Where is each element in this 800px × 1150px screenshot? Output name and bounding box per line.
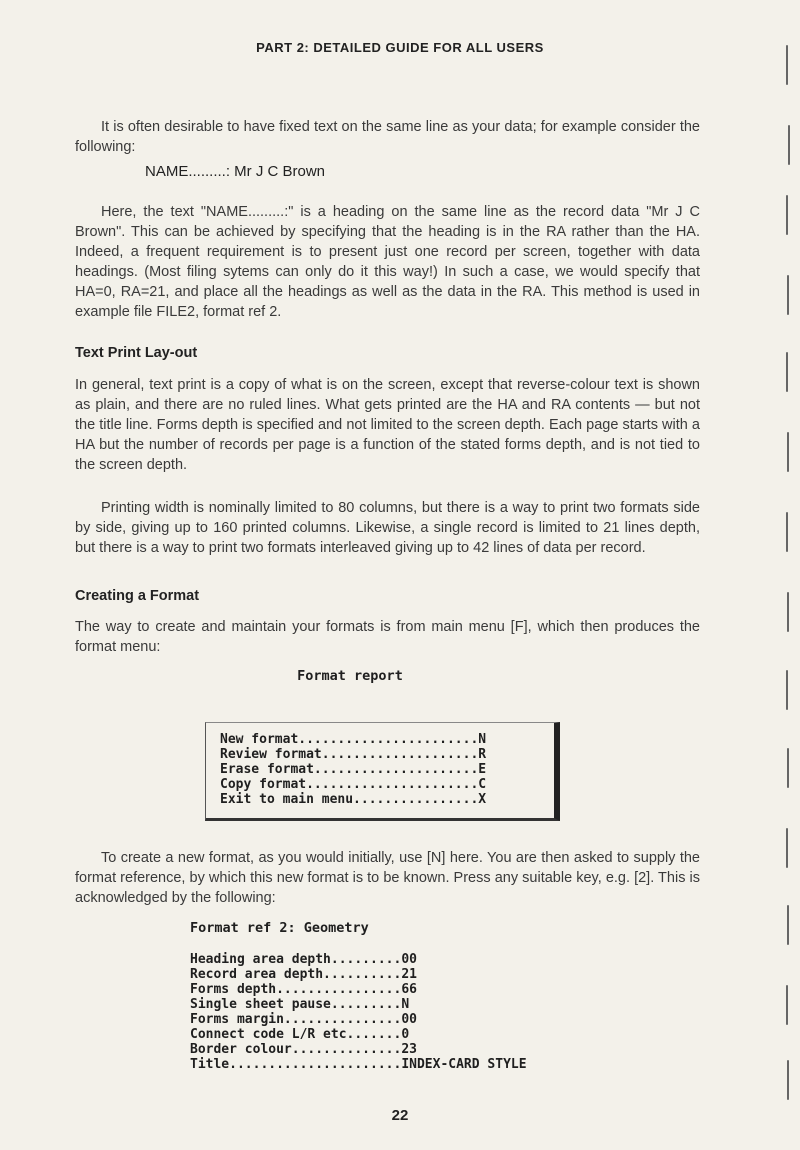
running-header: PART 2: DETAILED GUIDE FOR ALL USERS (256, 40, 544, 55)
setting-record-area-depth: Record area depth..........21 (190, 967, 417, 982)
margin-mark (787, 1060, 789, 1100)
section-heading-print: Text Print Lay-out (75, 345, 198, 361)
print-text-1: In general, text print is a copy of what is on the screen, except that reverse-colour text is shown as plain, and there are no ruled lines. What gets printed are the HA and RA contents — but not the title line. Forms depth is specified and not limited to the screen depth. Each page starts with a HA but the number of records per page is a function of the stated forms depth, and is not tied to the screen depth. (75, 377, 700, 473)
create-text-2: To create a new format, as you would initially, use [N] here. You are then asked to supply the format reference, by which this new format is to be known. Press any suitable key, e.g. [2]. This is acknowledged by the following: (75, 850, 700, 906)
setting-single-sheet-pause: Single sheet pause.........N (190, 997, 410, 1012)
margin-mark (787, 275, 789, 315)
format-menu-box (205, 722, 560, 821)
margin-mark (786, 828, 788, 868)
print-paragraph-2 (75, 498, 700, 558)
page-number: 22 (391, 1107, 409, 1124)
print-text-2: Printing width is nominally limited to 80 columns, but there is a way to print two formats side by side, giving up to 160 printed columns. Likewise, a single record is limited to 21 lines depth, but there is a way to print two formats interleaved giving up to 42 lines of data per record. (75, 500, 700, 556)
menu-item-erase-format[interactable]: Erase format.....................E (220, 762, 487, 777)
setting-forms-margin: Forms margin...............00 (190, 1012, 417, 1027)
create-paragraph-1 (75, 617, 700, 657)
menu-item-copy-format[interactable]: Copy format......................C (220, 777, 487, 792)
margin-mark (787, 432, 789, 472)
menu-item-exit-main-menu[interactable]: Exit to main menu................X (220, 792, 487, 807)
margin-mark (786, 352, 788, 392)
margin-mark (786, 985, 788, 1025)
menu-item-review-format[interactable]: Review format....................R (220, 747, 487, 762)
intro-text: It is often desirable to have fixed text on the same line as your data; for example consider the following: (75, 119, 700, 155)
margin-mark (787, 905, 789, 945)
section-heading-create: Creating a Format (75, 588, 200, 604)
margin-mark (787, 748, 789, 788)
setting-border-colour: Border colour..............23 (190, 1042, 417, 1057)
name-example: NAME.........: Mr J C Brown (145, 163, 326, 180)
setting-forms-depth: Forms depth................66 (190, 982, 417, 997)
print-paragraph-1 (75, 375, 700, 475)
format-ref-title: Format ref 2: Geometry (190, 920, 369, 936)
margin-mark (786, 195, 788, 235)
menu-item-new-format[interactable]: New format.......................N (220, 732, 487, 747)
margin-mark (786, 512, 788, 552)
setting-title: Title......................INDEX-CARD STYLE (190, 1057, 527, 1072)
create-text-1: The way to create and maintain your formats is from main menu [F], which then produces the format menu: (75, 619, 700, 655)
margin-mark (787, 592, 789, 632)
format-report-title: Format report (297, 668, 403, 684)
margin-mark (786, 45, 788, 85)
setting-heading-area-depth: Heading area depth.........00 (190, 952, 417, 967)
margin-mark (786, 670, 788, 710)
ra-ha-text: Here, the text "NAME.........:" is a heading on the same line as the record data "Mr J C Brown". This can be achieved by specifying that the heading is in the RA rather than the HA. Indeed, a frequent requirement is to present just one record per screen, together with data headings. (Most filing sytems can only do it this way!) In such a case, we would specify that HA=0, RA=21, and place all the headings as well as the data in the RA. This method is used in example file FILE2, format ref 2. (75, 204, 700, 320)
intro-paragraph (75, 117, 700, 157)
create-paragraph-2 (75, 848, 700, 908)
ra-ha-paragraph (75, 202, 700, 322)
setting-connect-code: Connect code L/R etc.......0 (190, 1027, 410, 1042)
margin-mark (788, 125, 790, 165)
